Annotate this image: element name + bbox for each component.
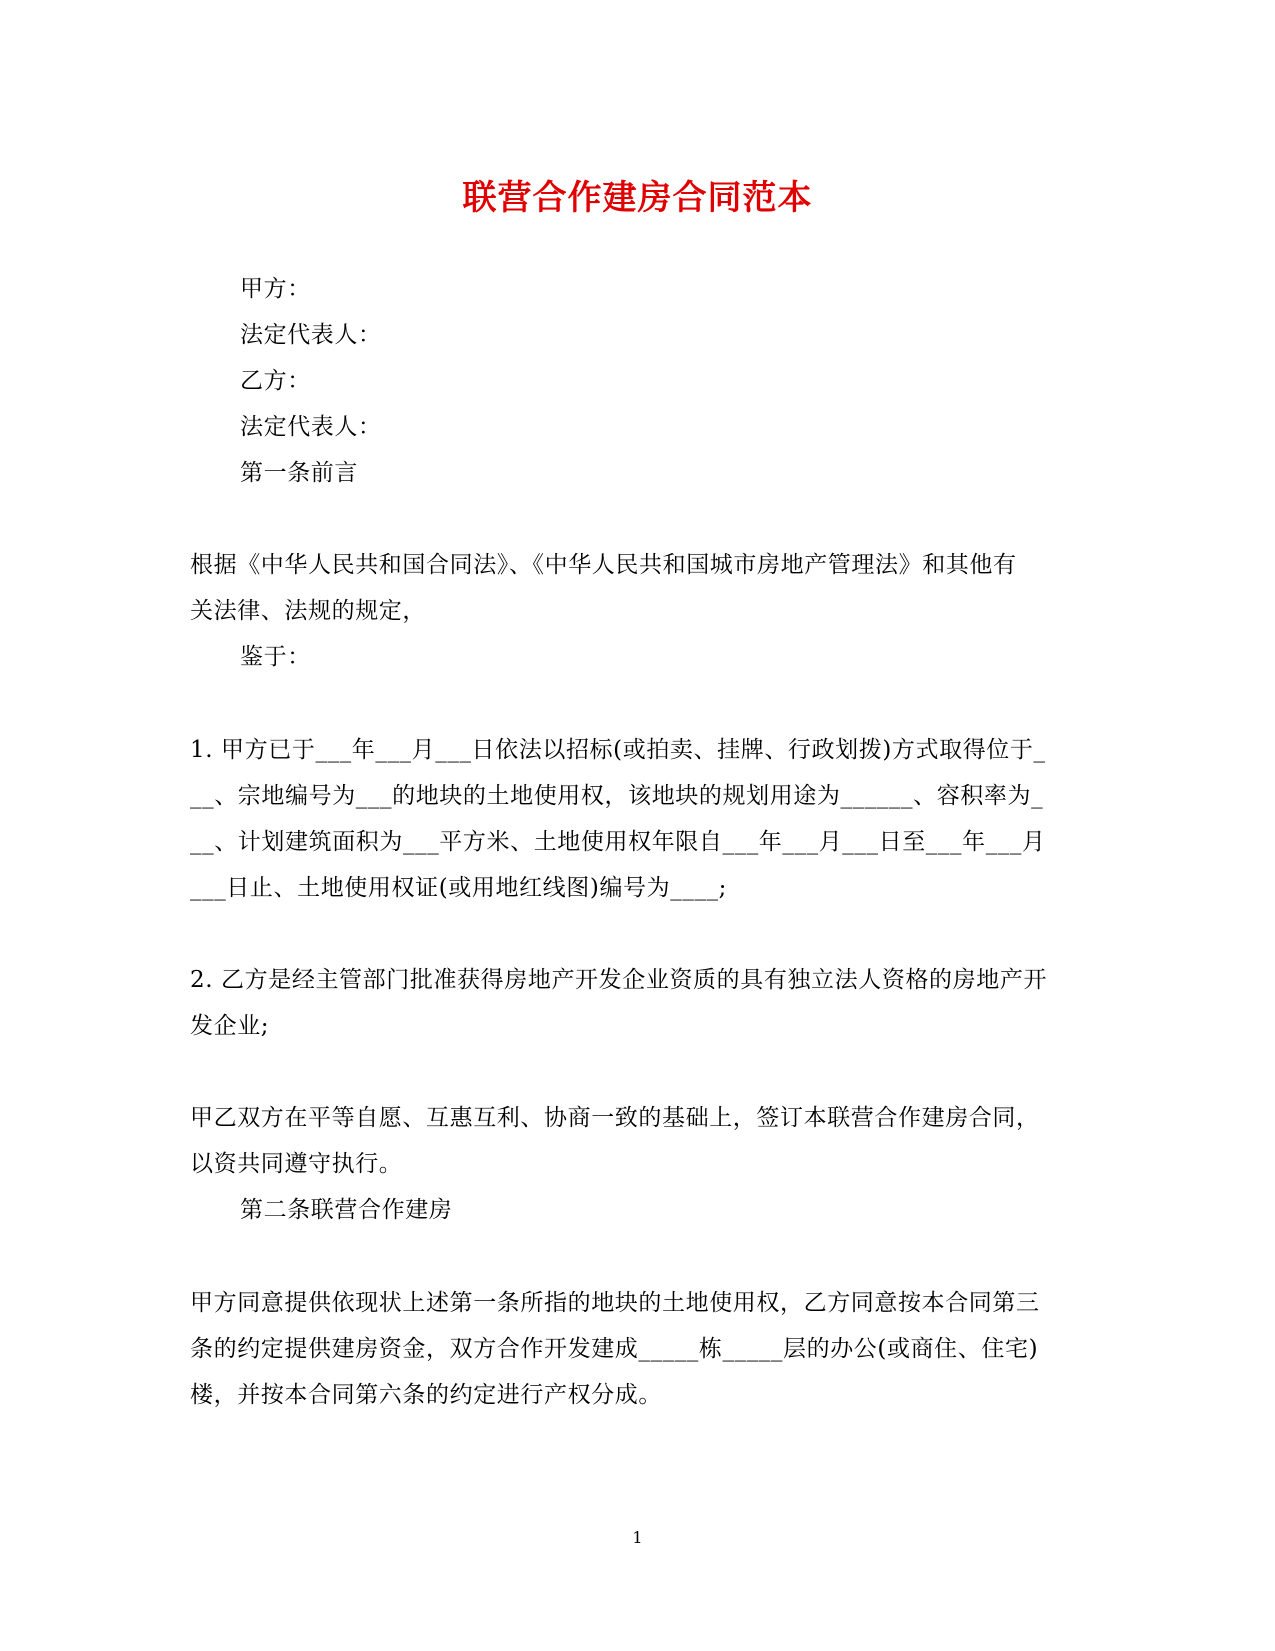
article-two-heading: 第二条联营合作建房 bbox=[240, 1197, 453, 1223]
party-b-label: 乙方： bbox=[240, 368, 311, 394]
clause-1-line-3: __、计划建筑面积为___平方米、土地使用权年限自___年___月___日至___年___月 bbox=[190, 829, 1046, 855]
agreement-line-1: 甲乙双方在平等自愿、互惠互利、协商一致的基础上，签订本联营合作建房合同， bbox=[190, 1105, 1040, 1131]
clause-1-line-4: ___日止、土地使用权证(或用地红线图)编号为____; bbox=[190, 875, 727, 901]
article-two-line-1: 甲方同意提供依现状上述第一条所指的地块的土地使用权，乙方同意按本合同第三 bbox=[190, 1290, 1040, 1316]
agreement-line-2: 以资共同遵守执行。 bbox=[190, 1151, 403, 1177]
whereas-label: 鉴于： bbox=[240, 644, 311, 670]
clause-1-line-2: __、宗地编号为___的地块的土地使用权，该地块的规划用途为______、容积率为_ bbox=[190, 783, 1044, 809]
clause-1-line-1: 1. 甲方已于___年___月___日依法以招标(或拍卖、挂牌、行政划拨)方式取得位于_ bbox=[190, 737, 1046, 763]
article-two-line-2: 条的约定提供建房资金，双方合作开发建成_____栋_____层的办公(或商住、住宅) bbox=[190, 1336, 1039, 1362]
document-title: 联营合作建房合同范本 bbox=[462, 178, 813, 218]
page-number: 1 bbox=[632, 1528, 643, 1547]
party-b-representative-label: 法定代表人： bbox=[240, 414, 382, 440]
preamble-line-2: 关法律、法规的规定， bbox=[190, 598, 426, 624]
party-a-label: 甲方： bbox=[240, 276, 311, 302]
clause-2-line-2: 发企业; bbox=[190, 1013, 270, 1039]
article-two-line-3: 楼，并按本合同第六条的约定进行产权分成。 bbox=[190, 1382, 662, 1408]
clause-2-line-1: 2. 乙方是经主管部门批准获得房地产开发企业资质的具有独立法人资格的房地产开 bbox=[190, 967, 1048, 993]
preamble-line-1: 根据《中华人民共和国合同法》、《中华人民共和国城市房地产管理法》和其他有 bbox=[190, 552, 1017, 578]
party-a-representative-label: 法定代表人： bbox=[240, 322, 382, 348]
article-one-heading: 第一条前言 bbox=[240, 460, 358, 486]
